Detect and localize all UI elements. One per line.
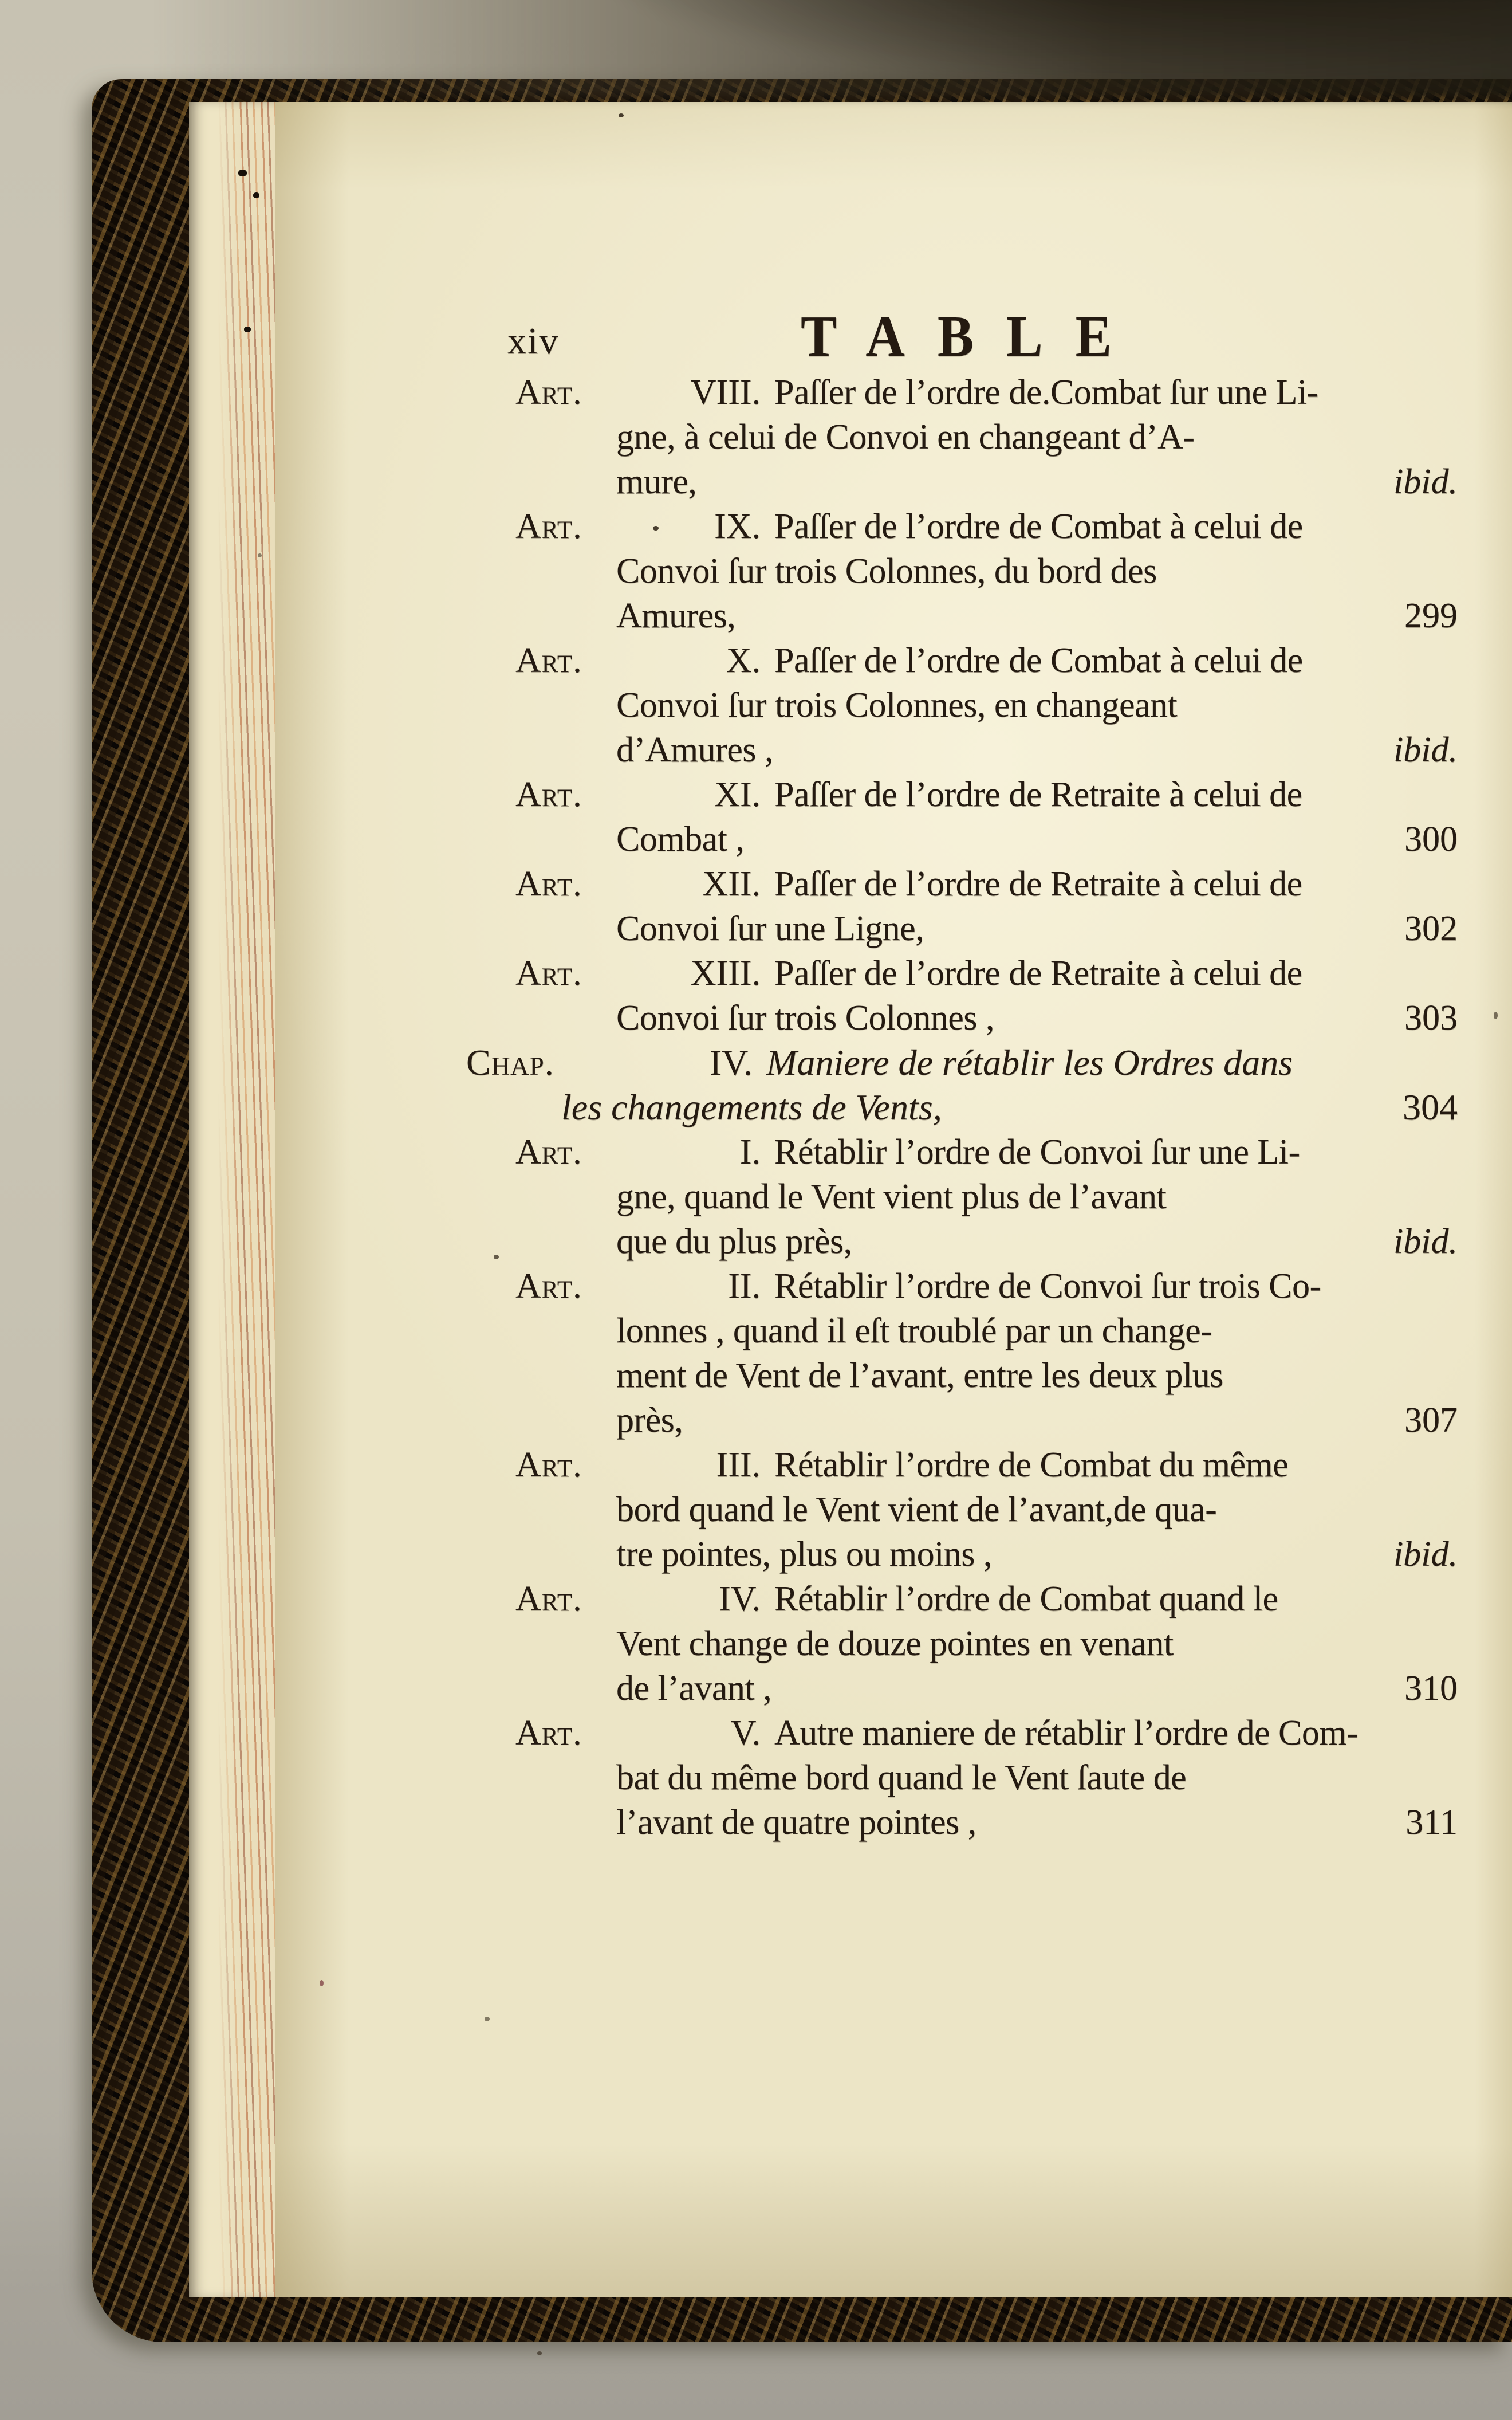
toc-line [515, 683, 1458, 728]
entry-numeral: X. [726, 641, 761, 680]
entry-numeral: III. [716, 1445, 761, 1484]
toc-line [515, 370, 1458, 415]
entry-numeral: IX. [714, 507, 761, 546]
entry-text: Paſſer de l’ordre de Combat à celui de [774, 641, 1303, 680]
toc-line [515, 951, 1458, 996]
entry-text: Combat , [616, 820, 745, 859]
entry-page-ref: 300 [1404, 820, 1458, 859]
toc-line [515, 1577, 1458, 1621]
entry-label: Art. [515, 1133, 582, 1172]
page-content [466, 102, 1458, 1845]
entry-page-ref: 299 [1404, 596, 1458, 635]
toc-line [515, 1666, 1458, 1711]
toc-chapter-entry [466, 1040, 1458, 1130]
toc-line [515, 1755, 1458, 1800]
entry-text: l’avant de quatre pointes , [616, 1803, 976, 1842]
entry-numeral: IV. [709, 1042, 753, 1083]
toc-article-entry [515, 638, 1458, 772]
entry-label: Chap. [466, 1042, 554, 1083]
entry-text: Convoi ſur trois Colonnes, du bord des [616, 552, 1157, 591]
book-leather-cover [92, 79, 1512, 2342]
entry-page-ref: 304 [1403, 1087, 1458, 1128]
entry-text: tre pointes, plus ou moins , [616, 1535, 992, 1574]
toc-line [515, 1398, 1458, 1443]
entry-label-box [515, 1443, 761, 1487]
entry-label: Art. [515, 865, 582, 903]
toc-line [515, 594, 1458, 638]
entry-page-ref: 310 [1404, 1669, 1458, 1708]
entry-label-box [515, 1577, 761, 1621]
book-page [275, 102, 1512, 2297]
toc-line [515, 1443, 1458, 1487]
entry-text: bord quand le Vent vient de l’avant,de qua- [616, 1490, 1217, 1529]
entry-label: Art. [515, 775, 582, 814]
entry-numeral: XIII. [690, 954, 761, 993]
toc-line [515, 862, 1458, 906]
entry-text: bat du même bord quand le Vent ſaute de [616, 1758, 1187, 1797]
toc-article-entry [515, 504, 1458, 638]
page-title: TABLE [801, 303, 1145, 370]
toc-line [466, 1040, 1458, 1085]
entry-numeral: IV. [719, 1580, 761, 1618]
entry-label-box [515, 504, 761, 549]
entry-text: Paſſer de l’ordre de Combat à celui de [774, 507, 1303, 546]
page-speck [619, 113, 624, 117]
entry-text: près, [616, 1401, 683, 1440]
toc-article-entry [515, 1577, 1458, 1711]
entry-text: Rétablir l’ordre de Convoi ſur une Li- [774, 1133, 1300, 1172]
toc-line [515, 728, 1458, 772]
entry-label-box [515, 951, 761, 996]
toc-line [515, 1800, 1458, 1845]
entry-text: Convoi ſur trois Colonnes, en changeant [616, 686, 1178, 725]
entry-text: de l’avant , [616, 1669, 772, 1708]
page-speck [320, 1980, 324, 1986]
page-speck [494, 1255, 499, 1259]
entry-text: les changements de Vents, [561, 1087, 942, 1128]
folio-number: xiv [507, 320, 560, 362]
entry-text: Rétablir l’ordre de Convoi ſur trois Co- [774, 1267, 1321, 1306]
entry-numeral: VIII. [690, 373, 761, 412]
toc-line [515, 638, 1458, 683]
toc-line [515, 1130, 1458, 1174]
toc-line [515, 996, 1458, 1040]
entry-text: Rétablir l’ordre de Combat du même [774, 1445, 1289, 1484]
entry-label: Art. [515, 373, 582, 412]
toc-article-entry [515, 862, 1458, 951]
toc-line [515, 1353, 1458, 1398]
toc-line [515, 772, 1458, 817]
entry-label: Art. [515, 1714, 582, 1753]
ink-speck [244, 327, 251, 332]
entry-text: mure, [616, 462, 697, 501]
entry-label-box [515, 638, 761, 683]
entry-page-ref: ibid. [1393, 730, 1458, 769]
toc-line [515, 1621, 1458, 1666]
entry-label: Art. [515, 1267, 582, 1306]
entry-text: lonnes , quand il eſt troublé par un change- [616, 1311, 1212, 1350]
page-header [507, 296, 1458, 370]
entry-text: d’Amures , [616, 730, 773, 769]
toc-line [515, 817, 1458, 862]
entry-text: gne, à celui de Convoi en changeant d’A- [616, 418, 1195, 457]
entry-text: Paſſer de l’ordre de Retraite à celui de [774, 775, 1302, 814]
toc-article-entry [515, 1130, 1458, 1264]
entry-text: Convoi ſur une Ligne, [616, 909, 924, 948]
entry-text: Convoi ſur trois Colonnes , [616, 999, 994, 1038]
toc-line [515, 1219, 1458, 1264]
entry-label: Art. [515, 1580, 582, 1618]
entry-page-ref: ibid. [1393, 1535, 1458, 1574]
toc-line [515, 1532, 1458, 1577]
toc-line [515, 1085, 1458, 1130]
toc-line [515, 1309, 1458, 1353]
ink-speck [253, 192, 259, 198]
toc-article-entry [515, 1264, 1458, 1443]
entry-numeral: V. [730, 1714, 761, 1753]
entry-label-box [515, 1130, 761, 1174]
toc-line [515, 1487, 1458, 1532]
entry-label: Art. [515, 507, 582, 546]
entry-label-box [515, 370, 761, 415]
page-speck [653, 526, 659, 531]
toc-article-entry [515, 951, 1458, 1040]
toc-article-entry [515, 1711, 1458, 1845]
table-of-contents [466, 370, 1458, 1845]
entry-numeral: XII. [702, 865, 761, 903]
page-speck [485, 2017, 490, 2021]
toc-article-entry [515, 1443, 1458, 1577]
toc-line [515, 415, 1458, 459]
toc-line [515, 459, 1458, 504]
entry-page-ref: 307 [1404, 1401, 1458, 1440]
entry-label: Art. [515, 641, 582, 680]
entry-numeral: I. [739, 1133, 761, 1172]
entry-label: Art. [515, 1445, 582, 1484]
entry-page-ref: ibid. [1393, 462, 1458, 501]
entry-text: Amures, [616, 596, 736, 635]
entry-page-ref: 302 [1404, 909, 1458, 948]
entry-text: Rétablir l’ordre de Combat quand le [774, 1580, 1278, 1618]
entry-text: Paſſer de l’ordre de Retraite à celui de [774, 865, 1302, 903]
toc-article-entry [515, 772, 1458, 862]
ink-speck [238, 170, 247, 176]
entry-label-box [466, 1040, 753, 1085]
toc-line [515, 1711, 1458, 1755]
entry-text: Vent change de douze pointes en venant [616, 1624, 1174, 1663]
page-speck [537, 2351, 542, 2355]
page-stack-fore-edge [189, 102, 275, 2297]
page-speck [1494, 1012, 1498, 1019]
entry-text: Paſſer de l’ordre de.Combat ſur une Li- [774, 373, 1318, 412]
entry-text: que du plus près, [616, 1222, 852, 1261]
entry-text: ment de Vent de l’avant, entre les deux plus [616, 1356, 1223, 1395]
entry-page-ref: 303 [1404, 999, 1458, 1038]
page-speck [258, 553, 262, 557]
toc-line [515, 1174, 1458, 1219]
entry-text: gne, quand le Vent vient plus de l’avant [616, 1177, 1167, 1216]
entry-label: Art. [515, 954, 582, 993]
toc-article-entry [515, 370, 1458, 504]
entry-label-box [515, 772, 761, 817]
entry-page-ref: 311 [1405, 1803, 1458, 1842]
entry-text: Paſſer de l’ordre de Retraite à celui de [774, 954, 1302, 993]
entry-label-box [515, 862, 761, 906]
entry-text: Autre maniere de rétablir l’ordre de Com- [774, 1714, 1359, 1753]
toc-line [515, 549, 1458, 594]
entry-numeral: II. [728, 1267, 761, 1306]
toc-line [515, 906, 1458, 951]
entry-text: Maniere de rétablir les Ordres dans [766, 1042, 1293, 1083]
entry-numeral: XI. [714, 775, 761, 814]
entry-page-ref: ibid. [1393, 1222, 1458, 1261]
entry-label-box [515, 1711, 761, 1755]
entry-label-box [515, 1264, 761, 1309]
toc-line [515, 1264, 1458, 1309]
